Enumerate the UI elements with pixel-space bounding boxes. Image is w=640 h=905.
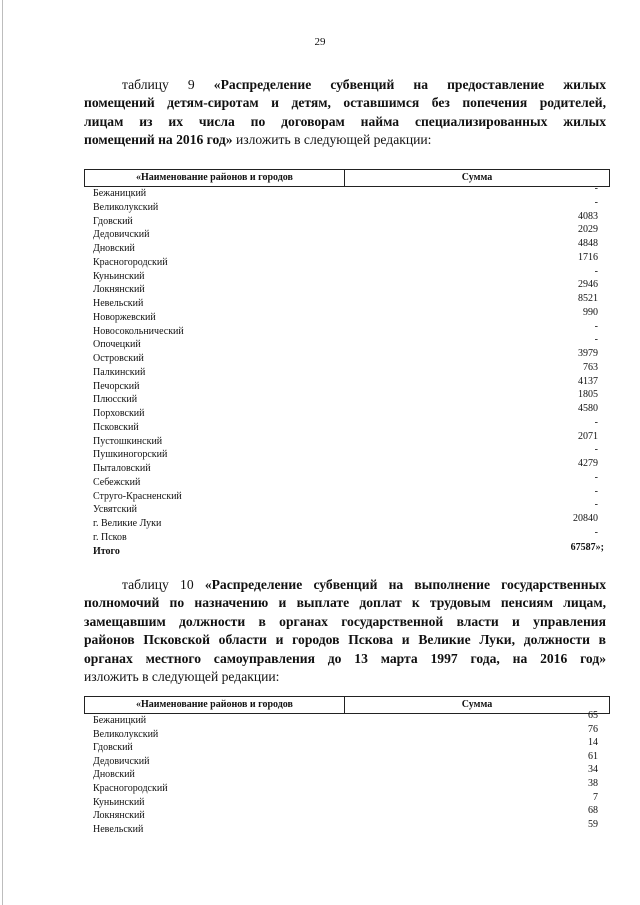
table-row <box>84 293 610 311</box>
row-value: 38 <box>588 777 598 789</box>
row-value: 2029 <box>578 224 598 236</box>
row-name: Невельский <box>93 298 144 309</box>
row-value: 1716 <box>578 251 598 263</box>
table-row <box>84 458 610 476</box>
table-row <box>84 513 610 531</box>
row-name: Локнянский <box>93 810 145 822</box>
table-row <box>84 737 610 755</box>
table-row <box>84 375 610 394</box>
row-name: Порховский <box>93 408 145 419</box>
table-row <box>84 224 610 242</box>
table-row <box>84 485 610 504</box>
table-row <box>84 750 610 769</box>
table-row <box>84 334 610 352</box>
table-row <box>84 389 610 407</box>
row-name: г. Великие Луки <box>93 518 162 529</box>
table-row <box>84 777 610 796</box>
row-name: Бежаницкий <box>93 188 147 199</box>
table-row <box>84 416 610 435</box>
row-value: - <box>594 416 598 428</box>
row-name: Дновский <box>93 243 135 254</box>
row-value: 68 <box>588 805 598 817</box>
para2-line-3: замещавшим должности в органах государственной власти и управления <box>84 613 606 629</box>
row-name: Гдовский <box>93 215 133 227</box>
table-row <box>84 403 610 421</box>
table-row <box>84 306 610 325</box>
table-row <box>84 196 610 215</box>
row-name: Пыталовский <box>93 463 151 474</box>
table-row <box>84 526 610 545</box>
row-name: Палкинский <box>93 366 146 378</box>
row-value: - <box>594 334 598 346</box>
row-value: - <box>594 183 598 194</box>
table-row <box>84 430 610 449</box>
row-value: 7 <box>593 791 598 803</box>
page-edge-line <box>2 0 3 905</box>
row-value: 4580 <box>578 403 598 414</box>
page-number: 29 <box>314 36 326 48</box>
row-name: Великолукский <box>93 728 159 740</box>
row-value: 4083 <box>578 210 598 222</box>
table-row <box>84 238 610 256</box>
row-value: - <box>594 485 598 497</box>
row-name: Красногородский <box>93 256 168 268</box>
para2-line-5: органах местного самоуправления до 13 марта 1997 года, на 2016 год» <box>84 650 606 666</box>
row-name: Бежаницкий <box>93 715 147 726</box>
para1-line-2: помещений детям-сиротам и детям, оставшимся без попечения родителей, <box>84 95 606 111</box>
row-value: - <box>594 320 598 332</box>
row-value: 34 <box>588 764 598 776</box>
row-value: 1805 <box>578 389 598 401</box>
table-row <box>84 805 610 823</box>
row-value: - <box>594 444 598 456</box>
row-name: Куньинский <box>93 796 145 808</box>
table-10 <box>84 696 610 836</box>
row-name: Невельский <box>93 823 144 835</box>
table-row <box>84 361 610 380</box>
row-value: 8521 <box>578 293 598 304</box>
paragraph-table-9 <box>84 76 606 150</box>
para2-line-6: изложить в следующей редакции: <box>84 668 280 684</box>
table-row <box>84 818 610 837</box>
row-name: Опочецкий <box>93 339 141 351</box>
row-value: 65 <box>588 710 598 721</box>
table-header <box>84 169 610 187</box>
row-name: Дновский <box>93 769 135 781</box>
paragraph-table-10 <box>84 576 606 686</box>
para1-line-3: лицам из их числа по договорам найма специализированных жилых <box>84 113 606 129</box>
row-name: Пустошкинский <box>93 435 163 447</box>
table-row <box>84 251 610 270</box>
row-name: Дедовичский <box>93 229 150 241</box>
table-row <box>84 764 610 782</box>
row-value: 76 <box>588 723 598 735</box>
row-name: Печорский <box>93 380 140 392</box>
header-sum-cell: Сумма <box>461 699 493 710</box>
row-value: 990 <box>583 306 598 318</box>
table-row <box>84 210 610 229</box>
row-name: Красногородский <box>93 782 168 794</box>
row-value: 3979 <box>578 348 598 359</box>
table-row <box>84 183 610 201</box>
row-value: - <box>594 499 598 511</box>
row-name: Куньинский <box>93 270 145 282</box>
table-row <box>84 723 610 742</box>
header-sum-cell: Сумма <box>461 172 493 183</box>
row-value: 20840 <box>573 513 598 524</box>
table-row <box>84 791 610 810</box>
para1-line-4: помещений на 2016 год» изложить в следующей редакции: <box>84 132 432 148</box>
table-row <box>84 444 610 462</box>
row-value: 2946 <box>578 279 598 291</box>
table-row <box>84 710 610 728</box>
table-body <box>84 710 610 836</box>
row-value: 4137 <box>578 375 598 387</box>
para2-line-2: полномочий по назначению и выплате доплат к трудовым пенсиям лицам, <box>84 595 606 611</box>
row-name: Дедовичский <box>93 755 150 767</box>
row-name: Великолукский <box>93 201 159 213</box>
row-value: 4848 <box>578 238 598 249</box>
para1-line-1: таблицу 9 «Распределение субвенций на предоставление жилых <box>122 77 606 92</box>
table-row <box>84 265 610 284</box>
row-name: Псковский <box>93 421 139 433</box>
table-row <box>84 320 610 339</box>
row-name: Островский <box>93 353 144 364</box>
row-value: 14 <box>588 737 598 749</box>
row-value: - <box>594 265 598 277</box>
table-row <box>84 499 610 517</box>
row-name: Новосокольнический <box>93 325 184 337</box>
total-value: 67587»; <box>570 541 604 553</box>
row-name: Струго-Красненский <box>93 490 182 502</box>
table-body <box>84 183 610 558</box>
table-row <box>84 279 610 297</box>
total-label: Итого <box>93 545 120 557</box>
row-value: - <box>594 471 598 483</box>
row-value: - <box>594 196 598 208</box>
para2-line-1: таблицу 10 «Распределение субвенций на выполнение государственных <box>122 577 606 592</box>
table-row <box>84 471 610 490</box>
row-name: Новоржевский <box>93 311 156 323</box>
row-name: Усвятский <box>93 504 137 516</box>
row-name: Плюсский <box>93 394 138 406</box>
row-name: г. Псков <box>93 531 127 543</box>
table-9 <box>84 169 610 558</box>
row-value: 4279 <box>578 458 598 469</box>
table-row <box>84 348 610 366</box>
row-name: Себежский <box>93 476 141 488</box>
row-value: - <box>594 526 598 538</box>
row-value: 61 <box>588 750 598 762</box>
row-name: Гдовский <box>93 742 133 754</box>
table-header <box>84 696 610 714</box>
row-value: 763 <box>583 361 598 373</box>
para2-line-4: районов Псковской области и городов Пскова и Великие Луки, должности в <box>84 632 606 648</box>
header-name-cell: «Наименование районов и городов <box>85 170 345 186</box>
header-name-cell: «Наименование районов и городов <box>85 697 345 713</box>
row-name: Локнянский <box>93 284 145 296</box>
table-total-row <box>84 541 610 559</box>
row-value: 59 <box>588 818 598 830</box>
row-name: Пушкиногорский <box>93 449 168 461</box>
row-value: 2071 <box>578 430 598 442</box>
